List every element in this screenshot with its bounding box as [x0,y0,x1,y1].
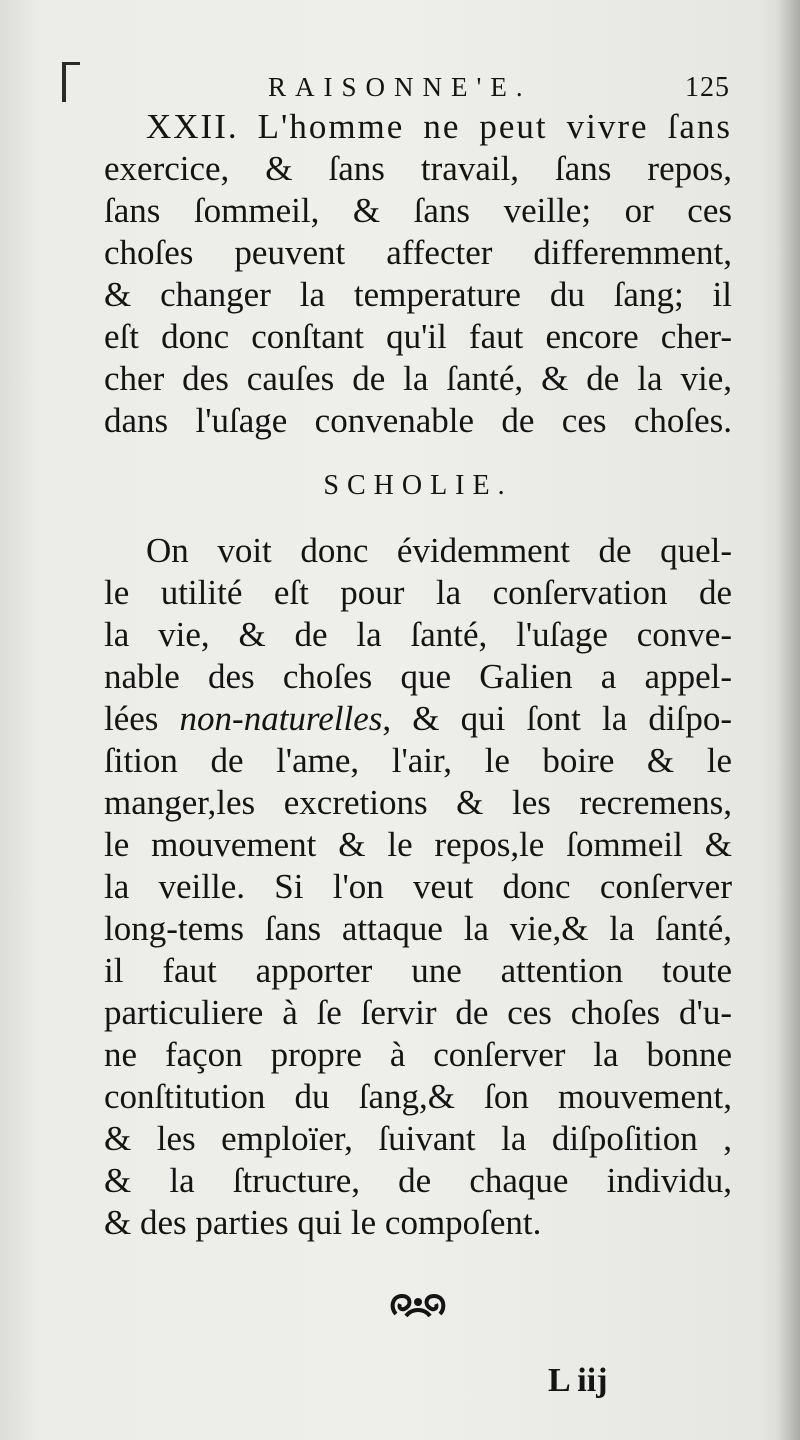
article-line: XXII. L'homme ne peut vivre ſans [146,107,732,146]
text-block [104,106,732,1244]
scholie-paragraph [104,530,732,1244]
scholie-line: manger,les excretions & les recremens, [104,783,732,822]
scholie-line: le mouvement & le repos,le ſommeil & [104,825,732,864]
article-line: eſt donc conſtant qu'il faut encore cher- [104,317,732,356]
scholie-line: & des parties qui le compoſent. [104,1203,542,1242]
scholie-heading: SCHOLIE. [323,470,513,501]
scholie-line: la veille. Si l'on veut donc conſerver [104,867,732,906]
scholie-line: il faut apporter une attention toute [104,951,732,990]
scholie-line: conſtitution du ſang,& ſon mouvement, [104,1077,732,1116]
scholie-line-with-italic [104,698,732,740]
page-number: 125 [685,72,730,103]
article-line: choſes peuvent affecter differemment, [104,233,732,272]
scholie-line-suffix: , & qui ſont la diſpo- [382,699,732,738]
italic-term: non-naturelles [179,699,383,738]
article-line: cher des cauſes de la ſanté, & de la vie, [104,359,732,398]
article-line: ſans ſommeil, & ſans veille; or ces [104,191,732,230]
scholie-line: la vie, & de la ſanté, l'uſage conve- [104,615,732,654]
running-title: RAISONNE'E. [268,72,532,102]
article-line: dans l'uſage convenable de ces choſes. [104,401,732,440]
scholie-line: long-tems ſans attaque la vie,& la ſanté, [104,909,732,948]
scholie-line: & les emploïer, ſuivant la diſpoſition , [104,1119,732,1158]
signature-mark: L iij [548,1362,608,1399]
scholie-line: le utilité eſt pour la conſervation de [104,573,732,612]
scholie-line: On voit donc évidemment de quel- [146,531,732,570]
article-line: & changer la temperature du ſang; il [104,275,732,314]
scholie-line: ne façon propre à conſerver la bonne [104,1035,732,1074]
margin-bracket-mark [62,62,66,102]
article-xxii [104,106,732,442]
scholie-line: particuliere à ſe ſervir de ces choſes d'u- [104,993,732,1032]
page-gutter-shadow [778,0,800,1440]
fleuron-ornament-icon [388,1288,448,1324]
article-line: exercice, & ſans travail, ſans repos, [104,149,732,188]
scholie-line: ſition de l'ame, l'air, le boire & le [104,741,732,780]
scholie-line: nable des choſes que Galien a appel- [104,657,732,696]
scholie-line-prefix: lées [104,699,180,738]
scholie-line: & la ſtructure, de chaque individu, [104,1161,732,1200]
